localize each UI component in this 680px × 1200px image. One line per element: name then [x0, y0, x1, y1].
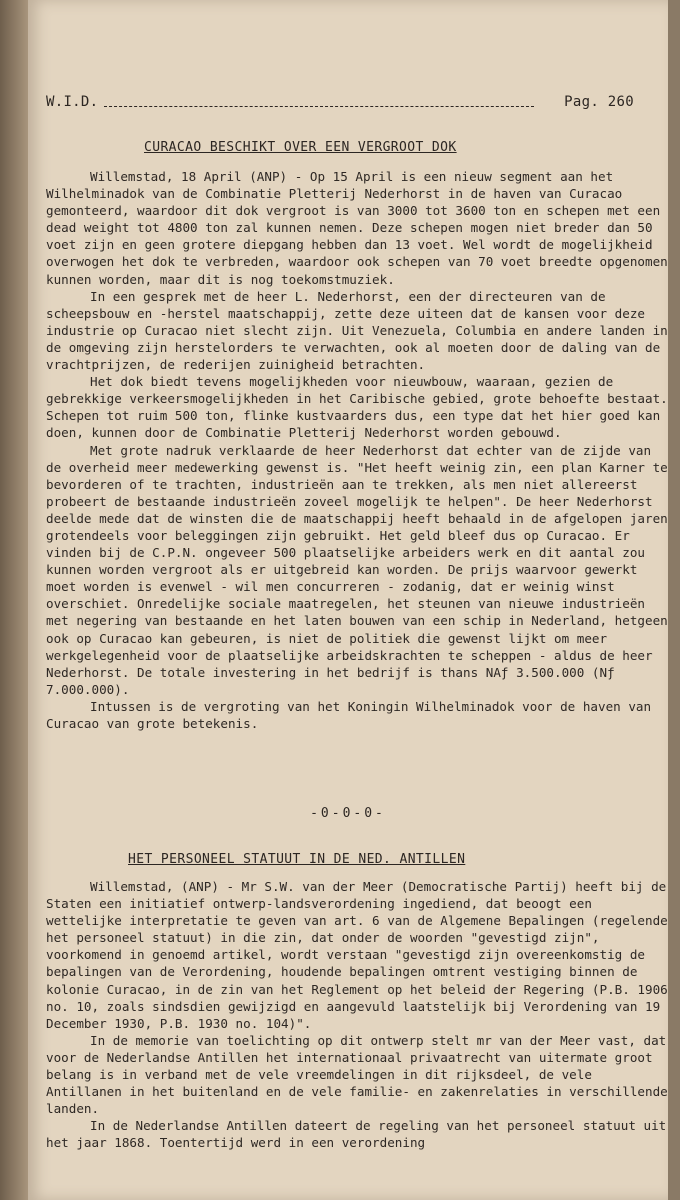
article-1-paragraph: Met grote nadruk verklaarde de heer Nederhorst dat echter van de zijde van de overheid meer medewerking gewenst is. "Het heeft weinig zin, een plan Karner te bevorderen of te trachten, industrieën aan te trekken, als men niet allereerst probeert de bestaande industrieën zoveel mogelijk te helpen". De heer Nederhorst deelde mede dat de winsten die de maatschappij heeft behaald in de afgelopen jaren grotendeels voor beleggingen zijn gebruikt. Het geld bleef dus op Curacao. Er vinden bij de C.P.N. ongeveer 500 plaatselijke arbeiders werk en dit aantal zou kunnen worden vergroot als er uitgebreid kan worden. De prijs waarvoor gewerkt moet worden is evenwel - wil men concurreren - zodanig, dat er weinig winst overschiet. Onredelijke sociale maatregelen, het steunen van nieuwe industrieën met negering van bestaande en het laten bouwen van een schip in Nederland, hetgeen ook op Curacao kan gebeuren, is niet de politiek die gewenst lijkt om meer werkgelegenheid voor de plaatselijke arbeidskrachten te scheppen - aldus de heer Nederhorst. De totale investering in het bedrijf is thans NAƒ 3.500.000 (Nƒ 7.000.000). [46, 442, 676, 697]
article-1-body [46, 168, 676, 732]
article-1-paragraph: Intussen is de vergroting van het Koningin Wilhelminadok voor de haven van Curacao van grote betekenis. [46, 698, 659, 731]
article-1-title: CURACAO BESCHIKT OVER EEN VERGROOT DOK [144, 140, 457, 155]
article-2-paragraph: In de memorie van toelichting op dit ontwerp stelt mr van der Meer vast, dat voor de Nederlandse Antillen het internationaal privaatrecht van uitermate groot belang is in verband met de vele vreemdelingen in dit rijksdeel, de vele Antillanen in het buitenland en de vele familie- en zakenrelaties in verschillende landen. [46, 1032, 676, 1117]
page-header [46, 94, 646, 114]
binding-edge [0, 0, 28, 1200]
header-source: W.I.D. [46, 94, 99, 110]
article-2-paragraph: Willemstad, (ANP) - Mr S.W. van der Meer (Democratische Partij) heeft bij de Staten een initiatief ontwerp-landsverordening ingediend, dat beoogt een wettelijke interpretatie te geven van art. 6 van de Algemene Bepalingen (regelende het personeel statuut) in die zin, dat onder de woorden "gevestigd zijn", voorkomend in genoemd artikel, wordt verstaan "gevestigd zijn overeenkomstig de bepalingen van de Verordening, houdende bepalingen omtrent vestiging binnen de kolonie Curacao, in de zin van het Reglement op het beleid der Regering (P.B. 1906 no. 10, zoals sindsdien gewijzigd en aangevuld laatstelijk bij Verordening van 19 December 1930, P.B. 1930 no. 104)". [46, 879, 676, 1031]
article-1-paragraph: In een gesprek met de heer L. Nederhorst, een der directeuren van de scheepsbouw en -herstel maatschappij, zette deze uiteen dat de kansen voor deze industrie op Curacao niet slecht zijn. Uit Venezuela, Columbia en andere landen in de omgeving zijn herstelorders te verwachten, ook al moeten door de daling van de vrachtprijzen, de rederijen zuinigheid betrachten. [46, 288, 676, 373]
section-separator: -0-0-0- [310, 806, 386, 821]
header-dash-line [104, 106, 534, 107]
article-1-paragraph: Willemstad, 18 April (ANP) - Op 15 April is een nieuw segment aan het Wilhelminadok van de Combinatie Pletterij Nederhorst in de haven van Curacao gemonteerd, waardoor dit dok vergroot is van 3000 tot 3600 ton en schepen met een dead weight tot 4800 ton zal kunnen nemen. Deze schepen mogen niet breder dan 50 voet zijn en geen grotere diepgang hebben dan 13 voet. Wel wordt de mogelijkheid overwogen het dok te verbreden, waardoor ook schepen van 70 voet breedte opgenomen kunnen worden, maar dit is nog toekomstmuziek. [46, 169, 676, 287]
header-page-number: Pag. 260 [564, 94, 634, 110]
article-2-paragraph: In de Nederlandse Antillen dateert de regeling van het personeel statuut uit het jaar 1868. Toentertijd werd in een verordening [46, 1118, 674, 1151]
article-2-body [46, 878, 676, 1152]
document-page [28, 0, 676, 1200]
article-1-paragraph: Het dok biedt tevens mogelijkheden voor nieuwbouw, waaraan, gezien de gebrekkige verkeersmogelijkheden in het Caribische gebied, grote behoefte bestaat. Schepen tot ruim 500 ton, flinke kustvaarders dus, een type dat het hier goed kan doen, kunnen door de Combinatie Pletterij Nederhorst worden gebouwd. [46, 374, 676, 441]
article-2-title: HET PERSONEEL STATUUT IN DE NED. ANTILLEN [128, 852, 466, 867]
